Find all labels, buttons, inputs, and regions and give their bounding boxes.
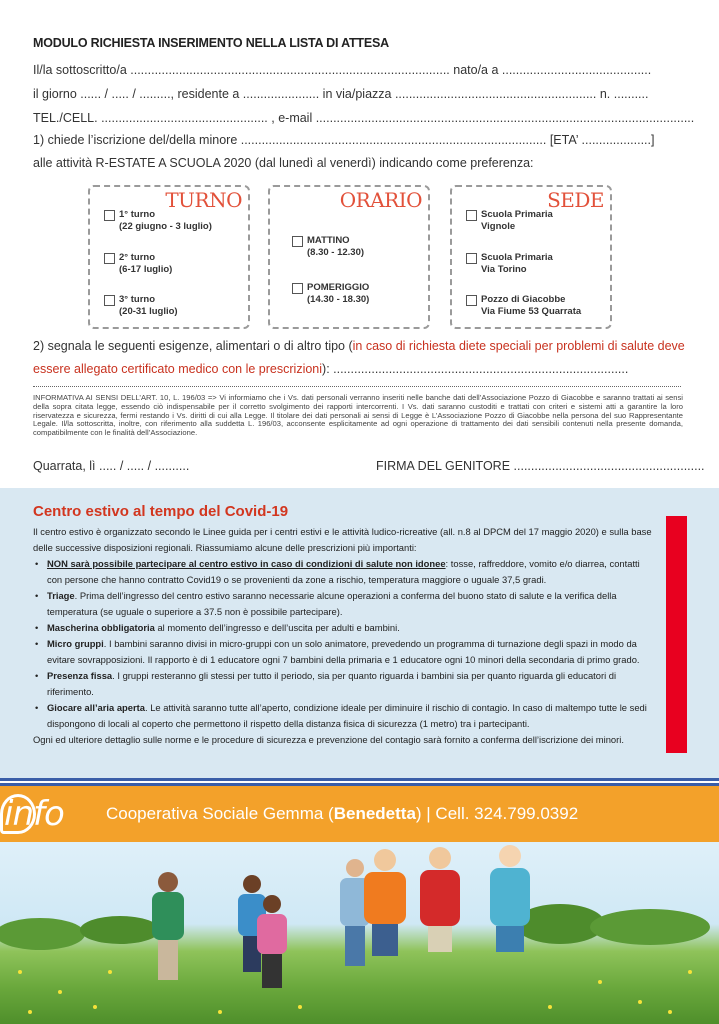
covid-title: Centro estivo al tempo del Covid-19 bbox=[33, 503, 289, 520]
checkbox[interactable] bbox=[466, 210, 477, 221]
enrollment-form bbox=[0, 0, 719, 488]
list-item: • Triage. Prima dell’ingresso del centro estivo saranno necessarie alcune operazioni a conferma del buono stato di salute e la verifica della temperatura (se uguale o superiore a 37.5 non è possibile partecipare). bbox=[35, 590, 617, 617]
checkbox[interactable] bbox=[104, 295, 115, 306]
preference-intro: alle attività R-ESTATE A SCUOLA 2020 (dal lunedì al venerdì) indicando come preferenza: bbox=[33, 156, 534, 170]
covid-intro: Il centro estivo è organizzato secondo le Linee guida per i centri estivi e le attività ludico-ricreative (all. n.8 al DPCM del 17 maggio 2020) e sulla base delle successive disposizioni regionali. Riassumiamo alcune delle prescrizioni più importanti: bbox=[33, 526, 652, 553]
checkbox[interactable] bbox=[466, 295, 477, 306]
list-item: • Micro gruppi. I bambini saranno divisi in micro-gruppi con un solo animatore, prevedendo un programma di turnazione degli spazi in modo da evitare sovrapposizioni. Il rapporto è di 1 educatore ogni 7 bambini della primaria e 1 educatore ogni 10 minori della secondaria di primo grado. bbox=[35, 638, 640, 665]
info-bar bbox=[0, 786, 719, 842]
covid-rules-list bbox=[33, 556, 653, 732]
sede-box bbox=[450, 185, 612, 329]
checkbox[interactable] bbox=[104, 210, 115, 221]
minor-enrollment-line[interactable]: 1) chiede l’iscrizione del/della minore ........................................................................................ [ETA’ ....................] bbox=[33, 133, 655, 147]
orario-title: ORARIO bbox=[339, 188, 422, 212]
dotted-line[interactable] bbox=[33, 386, 681, 388]
name-birthplace-line[interactable]: Il/la sottoscritto/a ............................................................................................ nato/a a ........................................... bbox=[33, 63, 652, 77]
turno-option-3[interactable]: 3° turno (20-31 luglio) bbox=[104, 294, 178, 318]
info-logo: info bbox=[4, 794, 64, 834]
date-residence-line[interactable]: il giorno ...... / ..... / ........., residente a ...................... in via/piazza .......................................................... n. .......... bbox=[33, 87, 649, 101]
checkbox[interactable] bbox=[292, 236, 303, 247]
parent-signature[interactable]: FIRMA DEL GENITORE ....................................................... bbox=[376, 459, 705, 473]
children-running-photo bbox=[0, 842, 719, 1024]
sede-option-2[interactable]: Scuola Primaria Via Torino bbox=[466, 252, 553, 276]
list-item: • Presenza fissa. I gruppi resteranno gli stessi per tutto il periodo, sia per quanto riguarda i bambini sia per quanto riguarda gli educatori di riferimento. bbox=[35, 670, 617, 697]
meadow-illustration bbox=[0, 842, 719, 1024]
covid-section bbox=[0, 488, 719, 778]
list-item: • Mascherina obbligatoria al momento dell’ingresso e dell’uscita per adulti e bambini. bbox=[35, 622, 400, 633]
requirements-line[interactable]: 2) segnala le seguenti esigenze, alimentari o di altro tipo (in caso di richiesta diete speciali per problemi di salute deve bbox=[33, 339, 685, 353]
turno-title: TURNO bbox=[165, 188, 242, 212]
checkbox[interactable] bbox=[104, 253, 115, 264]
orario-option-2[interactable]: POMERIGGIO (14.30 - 18.30) bbox=[292, 282, 369, 306]
privacy-notice: INFORMATIVA AI SENSI DELL’ART. 10, L. 196/03 => Vi informiamo che i Vs. dati personali verranno inseriti nelle banche dati dell’Associazione Pozzo di Giacobbe e saranno trattati ai sensi della sopra citata legge, essendo ciò indispensabile per il corretto svolgimento dei rapporti intercorrenti. I Vs. dati saranno custoditi e trattati con criteri e sistemi atti a garantire la loro riservatezza e sicurezza, fermi restando i Vs. diritti di cui alla Legge. Il titolare dei dati personali ai sensi di Legge è L’Associazione Pozzo di Giacobbe nella persona del suo Rappresentante Legale. Il/la sottoscritta, inoltre, con riferimento alla suddetta L. 196/03, acconsente esplicitamente ad ogni operazione di trattamento dei dati sensibili contenuti nella presente domanda, compatibilmente con le finalità dell’Associazione. bbox=[33, 393, 683, 438]
divider-stripe bbox=[0, 778, 719, 786]
covid-outro: Ogni ed ulteriore dettaglio sulle norme e le procedure di sicurezza e prevenzione del contagio sarà fornito a conferma dell’iscrizione dei minori. bbox=[33, 734, 624, 745]
sede-option-1[interactable]: Scuola Primaria Vignole bbox=[466, 209, 553, 233]
list-item: • Giocare all’aria aperta. Le attività saranno tutte all’aperto, condizione ideale per diminuire il rischio di contagio. In caso di maltempo tutte le sedi dispongono di locali al coperto che permettono il rispetto della distanza fisica di sicurezza (1 metro) tra i partecipanti. bbox=[35, 702, 647, 729]
turno-option-2[interactable]: 2° turno (6-17 luglio) bbox=[104, 252, 172, 276]
orario-option-1[interactable]: MATTINO (8.30 - 12.30) bbox=[292, 235, 364, 259]
list-item: • NON sarà possibile partecipare al centro estivo in caso di condizioni di salute non idonee: tosse, raffreddore, vomito e/o diarrea, contatti con persone che hanno contratto Covid19 o se provenienti da zone a rischio, temperatura maggiore o uguale 37,5 gradi. bbox=[35, 558, 640, 585]
requirements-line-2[interactable]: essere allegato certificato medico con le prescrizioni): ..................................................................................... bbox=[33, 362, 629, 376]
turno-box bbox=[88, 185, 250, 329]
contact-info[interactable]: Cooperativa Sociale Gemma (Benedetta) | Cell. 324.799.0392 bbox=[106, 804, 579, 823]
turno-option-1[interactable]: 1° turno (22 giugno - 3 luglio) bbox=[104, 209, 212, 233]
orario-box bbox=[268, 185, 430, 329]
sede-option-3[interactable]: Pozzo di Giacobbe Via Fiume 53 Quarrata bbox=[466, 294, 581, 318]
checkbox[interactable] bbox=[466, 253, 477, 264]
phone-email-line[interactable]: TEL./CELL. ................................................ , e-mail ............................................................................................................. bbox=[33, 111, 695, 125]
form-title: MODULO RICHIESTA INSERIMENTO NELLA LISTA DI ATTESA bbox=[33, 36, 389, 50]
place-date[interactable]: Quarrata, lì ..... / ..... / .......... bbox=[33, 459, 190, 473]
sede-title: SEDE bbox=[547, 188, 604, 212]
checkbox[interactable] bbox=[292, 283, 303, 294]
covid-text bbox=[33, 524, 653, 748]
red-accent-bar bbox=[666, 516, 687, 753]
